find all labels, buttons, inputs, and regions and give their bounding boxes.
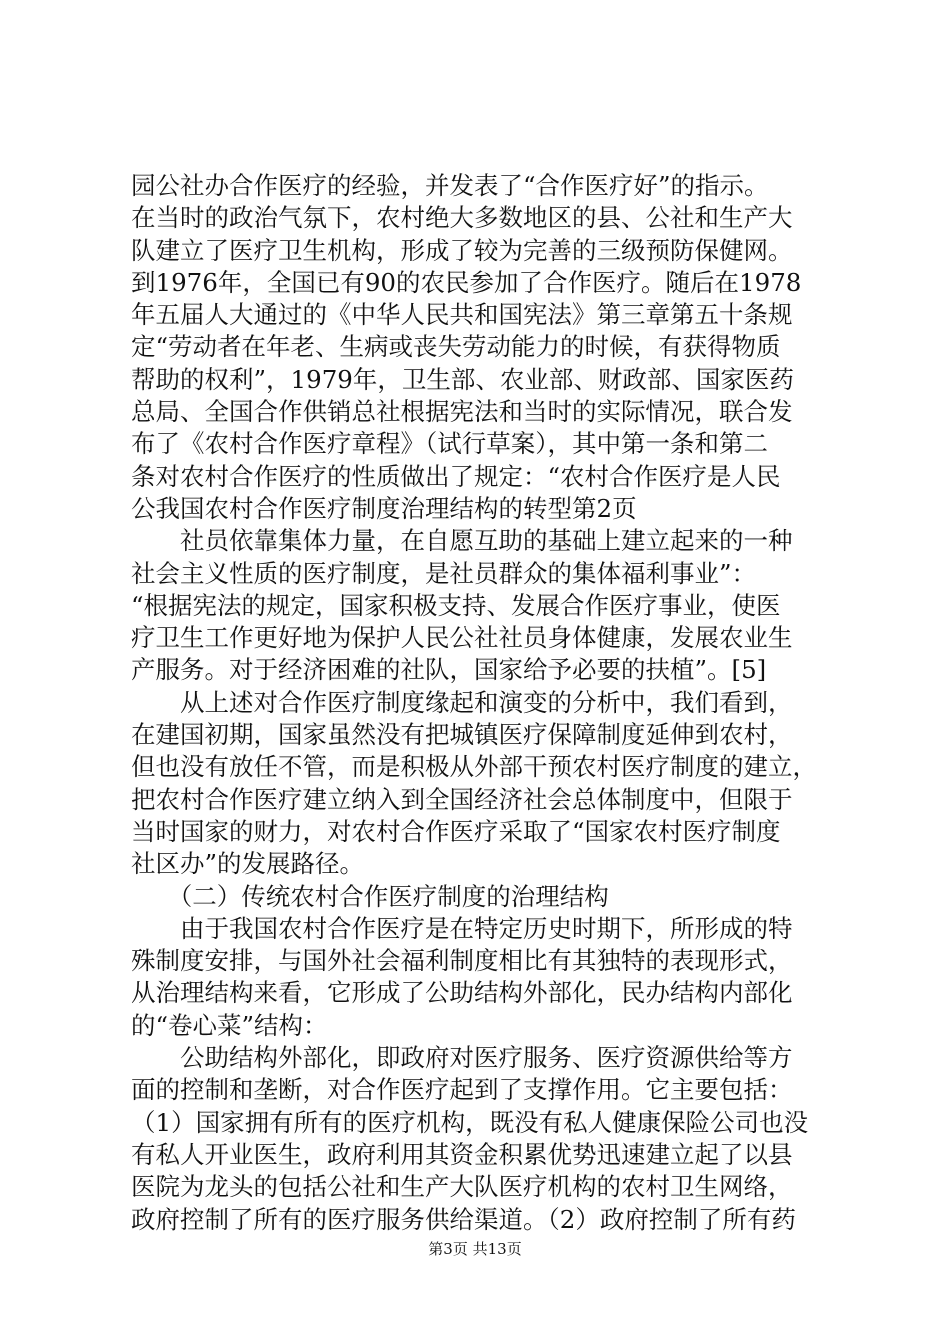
paragraph-4: 由于我国农村合作医疗是在特定历史时期下，所形成的特 殊制度安排，与国外社会福利制度相比有其独特的表现形式， 从治理结构来看，它形成了公助结构外部化，民办结构内部化 的“卷心菜”结构： (131, 913, 793, 1040)
document-body (131, 170, 843, 1236)
paragraph-3: 从上述对合作医疗制度缘起和演变的分析中，我们看到， 在建国初期，国家虽然没有把城镇医疗保障制度延伸到农村， 但也没有放任不管，而是积极从外部干预农村医疗制度的建立， 把农村合作医疗建立纳入到全国经济社会总体制度中，但限于 当时国家的财力，对农村合作医疗采取了“国家农村医疗制度 社区办”的发展路径。 (131, 687, 817, 879)
paragraph-2: 社员依靠集体力量，在自愿互助的基础上建立起来的一种 社会主义性质的医疗制度，是社员群众的集体福利事业”： “根据宪法的规定，国家积极支持、发展合作医疗事业，使医 疗卫生工作更好地为保护人民公社社员身体健康，发展农业生 产服务。对于经济困难的社队，国家给予必要的扶植”。[5] (131, 526, 793, 685)
page-footer: 第3页 共13页 (428, 1240, 522, 1258)
paragraph-1: 园公社办合作医疗的经验，并发表了“合作医疗好”的指示。 在当时的政治气氛下，农村绝大多数地区的县、公社和生产大 队建立了医疗卫生机构，形成了较为完善的三级预防保健网。 到1976年，全国已有90的农民参加了合作医疗。随后在1978 年五届人大通过的《中华人民共和国宪法》第三章第五十条规 定“劳动者在年老、生病或丧失劳动能力的时候，有获得物质 帮助的权利”，1979年，卫生部、农业部、财政部、国家医药 总局、全国合作供销总社根据宪法和当时的实际情况，联合发 布了《农村合作医疗章程》（试行草案），其中第一条和第二 条对农村合作医疗的性质做出了规定：“农村合作医疗是人民 公我国农村合作医疗制度治理结构的转型第2页 (131, 171, 802, 523)
paragraph-5: 公助结构外部化，即政府对医疗服务、医疗资源供给等方 面的控制和垄断，对合作医疗起到了支撑作用。它主要包括： （1）国家拥有所有的医疗机构，既没有私人健康保险公司也没 有私人开业医生，政府利用其资金积累优势迅速建立起了以县 医院为龙头的包括公社和生产大队医疗机构的农村卫生网络， 政府控制了所有的医疗服务供给渠道。（2）政府控制了所有药 (131, 1043, 809, 1234)
section-heading: （二）传统农村合作医疗制度的治理结构 (131, 881, 609, 911)
